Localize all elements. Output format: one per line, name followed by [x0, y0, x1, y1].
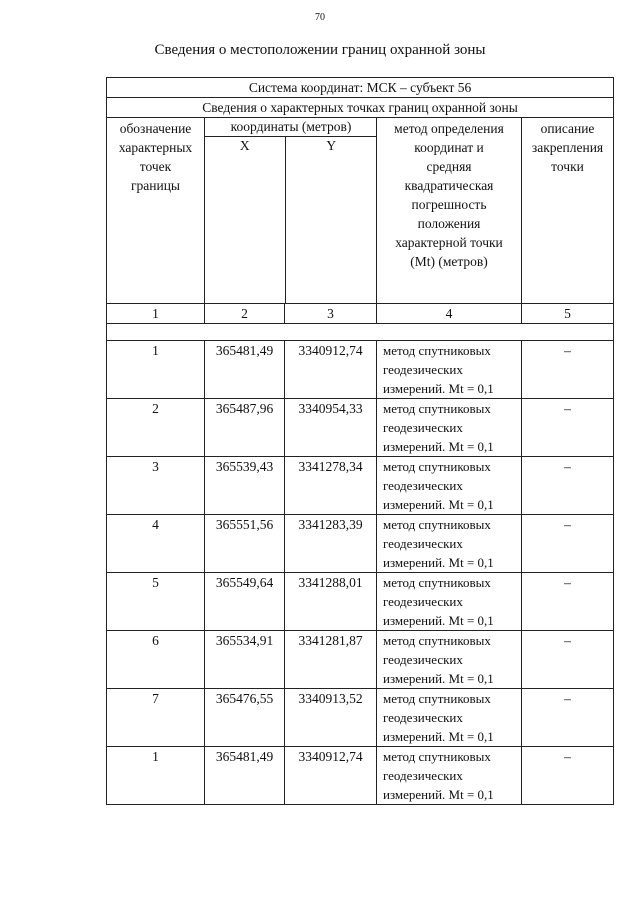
- table-row: [107, 689, 614, 747]
- point-number: 4: [107, 515, 205, 573]
- method-cell: [377, 689, 522, 747]
- method-cell: [377, 399, 522, 457]
- point-number: 2: [107, 399, 205, 457]
- document-title: Сведения о местоположении границ охранной зоны: [154, 42, 486, 58]
- header-line: характерных: [118, 140, 193, 155]
- header-line: описание: [540, 121, 595, 136]
- method-line: измерений. Mt = 0,1: [383, 787, 494, 802]
- method-cell: [377, 515, 522, 573]
- header-line: (Mt) (метров): [410, 254, 488, 269]
- point-description: –: [522, 457, 614, 515]
- header-row: [107, 118, 614, 304]
- method-line: измерений. Mt = 0,1: [383, 439, 494, 454]
- header-x: X: [205, 137, 285, 304]
- method-cell: [377, 573, 522, 631]
- point-description: –: [522, 747, 614, 805]
- header-line: погрешность: [411, 197, 487, 212]
- header-coordinates-label: координаты (метров): [205, 118, 377, 137]
- boundary-points-table: [106, 77, 614, 805]
- method-line: геодезических: [383, 362, 463, 377]
- point-number: 3: [107, 457, 205, 515]
- point-description: –: [522, 399, 614, 457]
- header-line: закрепления: [531, 140, 604, 155]
- header-line: характерной точки: [395, 235, 503, 250]
- coord-x: 365487,96: [205, 399, 285, 457]
- method-cell: [377, 457, 522, 515]
- table-row: [107, 399, 614, 457]
- header-line: метод определения: [394, 121, 504, 136]
- coordinates-subheader: [205, 118, 377, 303]
- header-line: границы: [130, 178, 181, 193]
- coord-x: 365481,49: [205, 747, 285, 805]
- header-designation-lines: [107, 118, 204, 195]
- data-rows: [107, 341, 614, 805]
- point-number: 1: [107, 341, 205, 399]
- method-cell: [377, 747, 522, 805]
- coord-y: 3340912,74: [285, 341, 377, 399]
- point-number: 5: [107, 573, 205, 631]
- method-line: метод спутниковых: [383, 633, 491, 648]
- method-line: метод спутниковых: [383, 575, 491, 590]
- coord-y: 3340954,33: [285, 399, 377, 457]
- header-line: положения: [417, 216, 481, 231]
- header-line: точек: [139, 159, 172, 174]
- method-line: геодезических: [383, 652, 463, 667]
- column-number-row: [107, 304, 614, 324]
- header-line: квадратическая: [404, 178, 494, 193]
- spacer-cell: [107, 324, 614, 341]
- header-method: [377, 118, 522, 304]
- method-line: геодезических: [383, 710, 463, 725]
- coord-system-caption: Система координат: МСК – субъект 56: [107, 78, 614, 98]
- point-description: –: [522, 689, 614, 747]
- header-line: точки: [551, 159, 584, 174]
- coord-x: 365549,64: [205, 573, 285, 631]
- method-line: геодезических: [383, 768, 463, 783]
- column-number: 5: [522, 304, 614, 324]
- coord-x: 365476,55: [205, 689, 285, 747]
- column-number: 2: [205, 304, 285, 324]
- header-line: средняя: [426, 159, 472, 174]
- point-description: –: [522, 515, 614, 573]
- method-line: метод спутниковых: [383, 749, 491, 764]
- header-coordinates: [205, 118, 377, 304]
- table-row: [107, 341, 614, 399]
- point-number: 1: [107, 747, 205, 805]
- method-line: геодезических: [383, 594, 463, 609]
- method-line: геодезических: [383, 420, 463, 435]
- table-row: [107, 457, 614, 515]
- method-cell: [377, 631, 522, 689]
- coord-y: 3341288,01: [285, 573, 377, 631]
- column-number: 1: [107, 304, 205, 324]
- coord-x: 365534,91: [205, 631, 285, 689]
- coord-x: 365551,56: [205, 515, 285, 573]
- header-description: [522, 118, 614, 304]
- header-designation: [107, 118, 205, 304]
- header-line: координат и: [414, 140, 484, 155]
- method-line: измерений. Mt = 0,1: [383, 381, 494, 396]
- header-method-lines: [377, 118, 521, 271]
- table-row: [107, 747, 614, 805]
- table-row: [107, 515, 614, 573]
- header-y: Y: [326, 138, 337, 153]
- method-line: измерений. Mt = 0,1: [383, 497, 494, 512]
- method-line: измерений. Mt = 0,1: [383, 555, 494, 570]
- method-line: метод спутниковых: [383, 517, 491, 532]
- table-row: [107, 573, 614, 631]
- coord-y: 3341278,34: [285, 457, 377, 515]
- header-description-lines: [522, 118, 613, 176]
- coord-y: 3340912,74: [285, 747, 377, 805]
- method-line: метод спутниковых: [383, 401, 491, 416]
- coord-y: 3340913,52: [285, 689, 377, 747]
- point-description: –: [522, 341, 614, 399]
- coord-x: 365481,49: [205, 341, 285, 399]
- method-line: измерений. Mt = 0,1: [383, 729, 494, 744]
- method-line: геодезических: [383, 478, 463, 493]
- point-description: –: [522, 631, 614, 689]
- coord-y: 3341281,87: [285, 631, 377, 689]
- spacer-row: [107, 324, 614, 341]
- method-line: измерений. Mt = 0,1: [383, 671, 494, 686]
- header-line: обозначение: [119, 121, 192, 136]
- coord-x: 365539,43: [205, 457, 285, 515]
- method-line: геодезических: [383, 536, 463, 551]
- method-line: измерений. Mt = 0,1: [383, 613, 494, 628]
- column-number: 4: [377, 304, 522, 324]
- table-row: [107, 631, 614, 689]
- method-line: метод спутниковых: [383, 691, 491, 706]
- page-number: 70: [315, 12, 325, 23]
- column-number: 3: [285, 304, 377, 324]
- point-number: 6: [107, 631, 205, 689]
- points-caption: Сведения о характерных точках границ охранной зоны: [107, 98, 614, 118]
- point-number: 7: [107, 689, 205, 747]
- method-cell: [377, 341, 522, 399]
- method-line: метод спутниковых: [383, 459, 491, 474]
- coord-y: 3341283,39: [285, 515, 377, 573]
- method-line: метод спутниковых: [383, 343, 491, 358]
- point-description: –: [522, 573, 614, 631]
